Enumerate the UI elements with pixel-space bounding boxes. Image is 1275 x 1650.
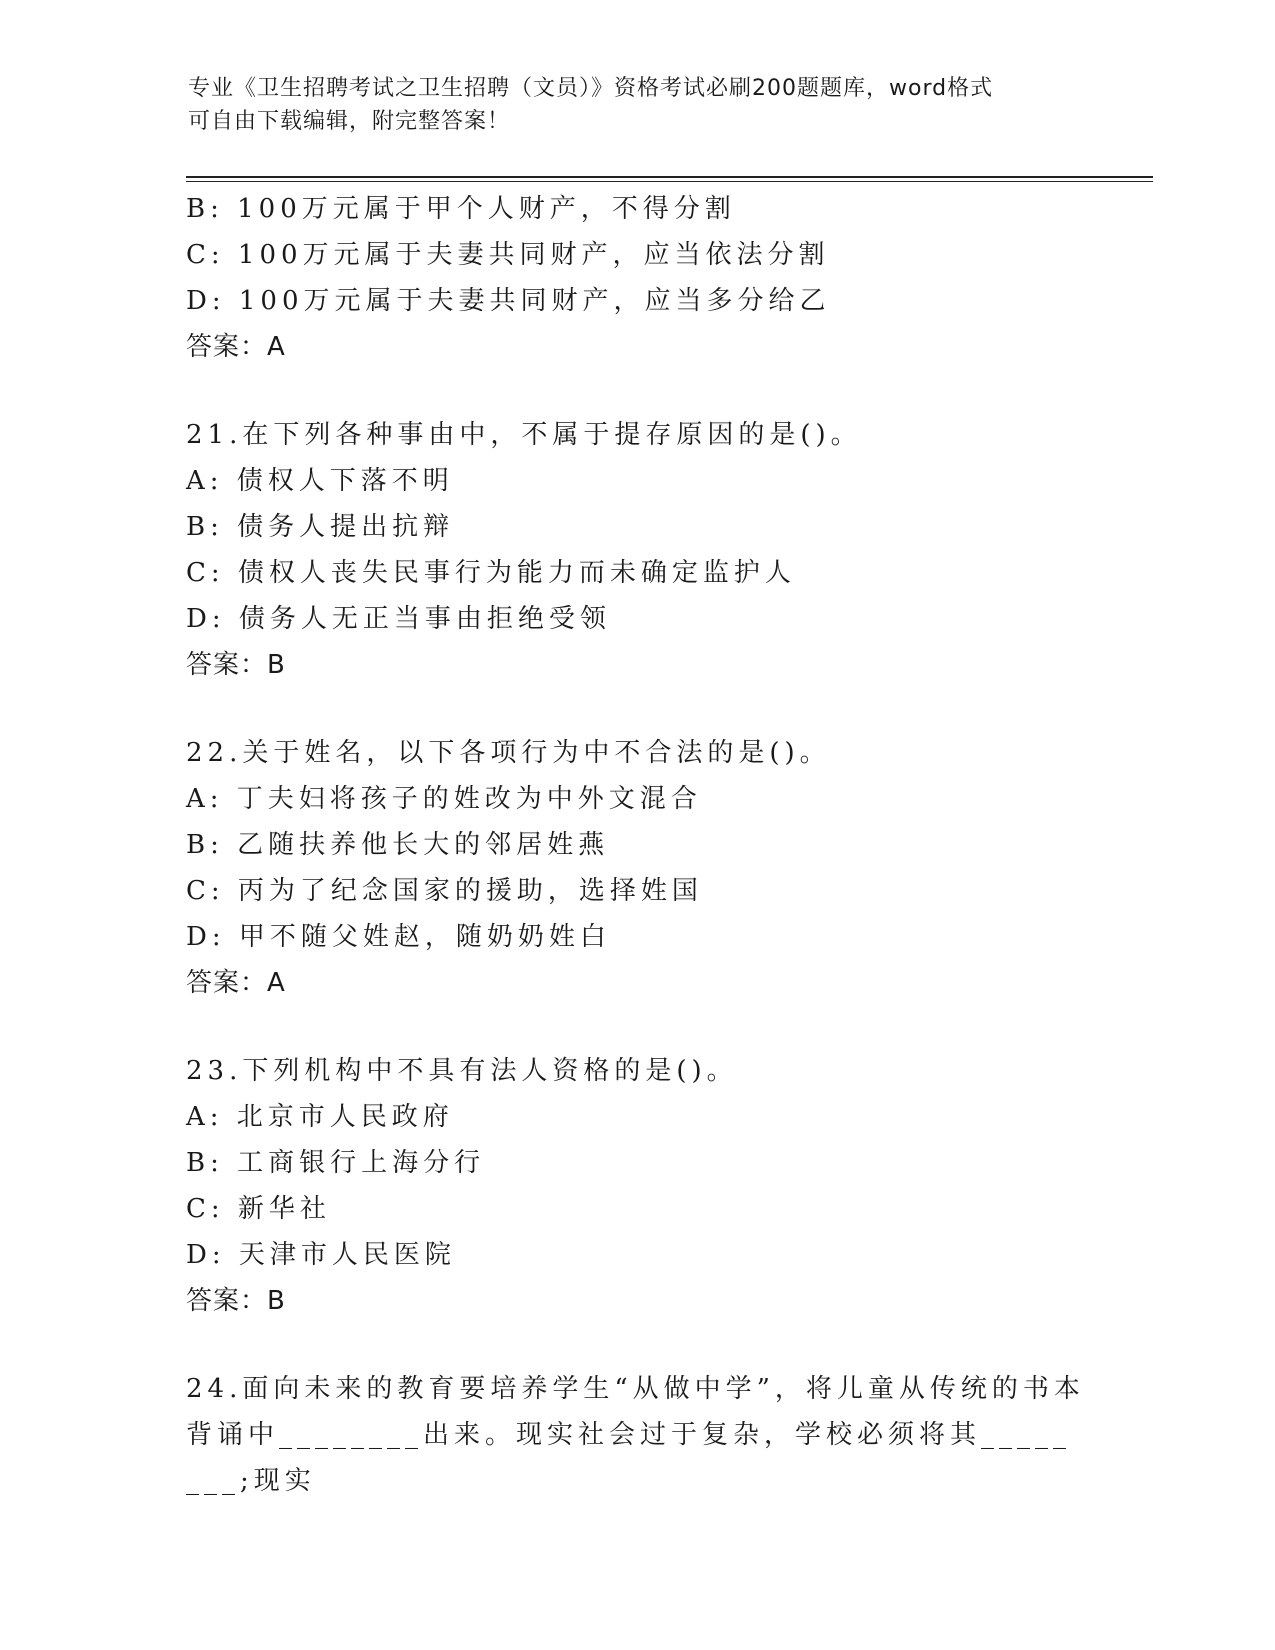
document-header — [188, 72, 1088, 138]
question-22 — [186, 730, 1086, 1006]
option-a: A: 丁夫妇将孩子的姓改为中外文混合 — [186, 784, 702, 814]
option-c: C: 100万元属于夫妻共同财产，应当依法分割 — [186, 240, 830, 270]
option-a: A: 北京市人民政府 — [186, 1102, 454, 1132]
question-stem: 23.下列机构中不具有法人资格的是()。 — [186, 1056, 738, 1086]
header-line-1: 专业《卫生招聘考试之卫生招聘（文员）》资格考试必刷200题题库，word格式 — [188, 76, 994, 101]
option-d: D: 甲不随父姓赵，随奶奶姓白 — [186, 922, 611, 952]
option-b: B: 乙随扶养他长大的邻居姓燕 — [186, 830, 610, 860]
option-d: D: 100万元属于夫妻共同财产，应当多分给乙 — [186, 286, 831, 316]
question-stem: 24.面向未来的教育要培养学生“从做中学”，将儿童从传统的书本背诵中________出来。现实社会过于复杂，学校必须将其________;现实 — [186, 1374, 1085, 1496]
option-d: D: 天津市人民医院 — [186, 1240, 456, 1270]
option-b: B: 债务人提出抗辩 — [186, 512, 455, 542]
header-divider-thick — [186, 176, 1153, 178]
question-list — [186, 186, 1086, 1504]
question-stem: 21.在下列各种事由中，不属于提存原因的是()。 — [186, 420, 862, 450]
option-d: D: 债务人无正当事由拒绝受领 — [186, 604, 611, 634]
header-divider-thin — [186, 181, 1153, 182]
option-a: A: 债权人下落不明 — [186, 466, 454, 496]
header-line-2: 可自由下载编辑，附完整答案！ — [188, 109, 511, 134]
answer: 答案：B — [186, 650, 286, 680]
question-21 — [186, 412, 1086, 688]
question-23 — [186, 1048, 1086, 1324]
question-20-tail — [186, 186, 1086, 370]
option-c: C: 债权人丧失民事行为能力而未确定监护人 — [186, 558, 796, 588]
answer: 答案：A — [186, 968, 286, 998]
answer: 答案：A — [186, 332, 286, 362]
option-b: B: 100万元属于甲个人财产，不得分割 — [186, 194, 736, 224]
question-stem: 22.关于姓名，以下各项行为中不合法的是()。 — [186, 738, 831, 768]
option-c: C: 新华社 — [186, 1194, 331, 1224]
option-c: C: 丙为了纪念国家的援助，选择姓国 — [186, 876, 703, 906]
option-b: B: 工商银行上海分行 — [186, 1148, 486, 1178]
question-24 — [186, 1366, 1086, 1504]
answer: 答案：B — [186, 1286, 286, 1316]
